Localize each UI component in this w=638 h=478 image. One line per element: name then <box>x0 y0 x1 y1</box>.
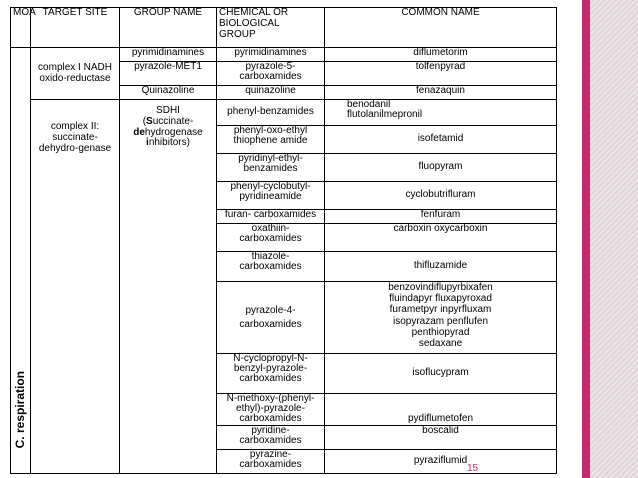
common-name-cell: thifluzamide <box>325 252 557 282</box>
chemical-group-cell: furan- carboxamides <box>217 210 325 224</box>
table-row <box>11 48 557 62</box>
sdhi-line-4: inhibitors) <box>146 137 190 149</box>
common-name-cell: benzovindiflupyrbixafen fluindapyr fluxapyroxad furametpyr inpyrfluxam isopyrazam penflufen penthiopyrad sedaxane <box>325 282 557 354</box>
chemical-group-cell: N-cyclopropyl-N- benzyl-pyrazole- carboxamides <box>217 354 325 394</box>
table-header-row <box>11 8 557 48</box>
chemical-group-cell: phenyl-benzamides <box>217 100 325 126</box>
common-name-cell: diflumetorim <box>325 48 557 62</box>
target-site-complex1: complex I NADH oxido-reductase <box>31 48 120 100</box>
chemical-group-cell: pyridinyl-ethyl- benzamides <box>217 154 325 182</box>
decorative-side-stripe <box>590 0 638 478</box>
chemical-group-cell: pyridine- carboxamides <box>217 426 325 450</box>
common-name-cell: fenfuram <box>325 210 557 224</box>
common-name-cell: tolfenpyrad <box>325 62 557 86</box>
group-pyrimidinamines: pyrimidinamines <box>120 48 217 62</box>
common-name-cell: pydiflumetofen <box>325 394 557 426</box>
target-site-complex2: complex II: succinate- dehydro-genase <box>31 100 120 474</box>
sdhi-line-3: dehydrogenase <box>133 126 203 138</box>
chemical-group-cell: pyrazole-4- carboxamides <box>217 282 325 354</box>
sdhi-line-2: (Succinate- <box>142 115 194 127</box>
common-name-cell: pyraziflumid <box>325 450 557 474</box>
common-name-cell: boscalid <box>325 426 557 450</box>
header-target-site: TARGET SITE <box>31 8 120 48</box>
chemical-group-cell: pyrazole-5- carboxamides <box>217 62 325 86</box>
chemical-group-cell: thiazole- carboxamides <box>217 252 325 282</box>
header-common-name: COMMON NAME <box>325 8 557 48</box>
page-number: 15 <box>467 463 479 474</box>
chemical-group-cell: quinazoline <box>217 86 325 100</box>
header-group-name: GROUP NAME <box>120 8 217 48</box>
chemical-group-cell: N-methoxy-(phenyl- ethyl)-pyrazole- carboxamides <box>217 394 325 426</box>
common-name-cell: fenazaquin <box>325 86 557 100</box>
common-name-cell: isofetamid <box>325 126 557 154</box>
common-name-cell: fluopyram <box>325 154 557 182</box>
sdhi-title: SDHI <box>156 105 180 116</box>
group-sdhi <box>120 100 217 474</box>
group-quinazoline: Quinazoline <box>120 86 217 100</box>
frac-table <box>10 7 557 474</box>
chemical-group-cell: phenyl-cyclobutyl- pyridineamide <box>217 182 325 210</box>
chemical-group-cell: oxathiin- carboxamides <box>217 224 325 252</box>
common-name-cell: carboxin oxycarboxin <box>325 224 557 252</box>
common-name-cell: cyclobutrifluram <box>325 182 557 210</box>
common-name-cell: benodanil flutolanilmepronil <box>325 100 557 126</box>
accent-bar <box>582 0 590 478</box>
common-name-cell: isoflucypram <box>325 354 557 394</box>
moa-cell <box>11 48 31 474</box>
chemical-group-cell: phenyl-oxo-ethyl thiophene amide <box>217 126 325 154</box>
group-pyrazole-met1: pyrazole-MET1 <box>120 62 217 86</box>
header-moa: MOA <box>11 8 31 48</box>
header-chemical-group: CHEMICAL OR BIOLOGICAL GROUP <box>217 8 325 48</box>
chemical-group-cell: pyrimidinamines <box>217 48 325 62</box>
table-row <box>11 100 557 126</box>
chemical-group-cell: pyrazine- carboxamides <box>217 450 325 474</box>
moa-label: C. respiration <box>13 370 28 449</box>
